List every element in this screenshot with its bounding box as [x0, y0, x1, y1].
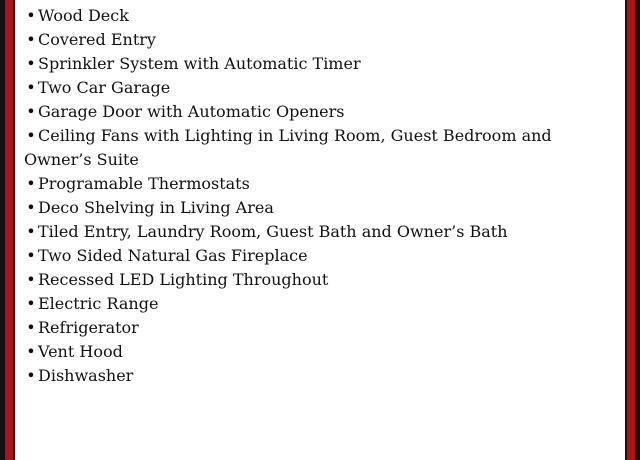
feature-text: Programable Thermostats [38, 174, 250, 193]
right-border-red [627, 0, 635, 460]
feature-text: Wood Deck [38, 6, 129, 25]
list-item [24, 76, 620, 100]
left-border-inner [13, 0, 15, 460]
feature-text: Ceiling Fans with Lighting in Living Room, Guest Bedroom and Owner’s Suite [24, 126, 552, 169]
right-border-outer [635, 0, 640, 460]
list-item [24, 52, 620, 76]
list-item [24, 292, 620, 316]
list-item [24, 364, 620, 388]
feature-text: Covered Entry [38, 30, 156, 49]
list-item [24, 244, 620, 268]
list-item [24, 220, 620, 244]
list-item [24, 196, 620, 220]
bullet: • [26, 30, 36, 49]
bullet: • [26, 174, 36, 193]
feature-text: Recessed LED Lighting Throughout [38, 270, 329, 289]
list-item [24, 28, 620, 52]
bullet: • [26, 102, 36, 121]
bullet: • [26, 294, 36, 313]
list-item [24, 268, 620, 292]
bullet: • [26, 342, 36, 361]
list-item [24, 316, 620, 340]
bullet: • [26, 54, 36, 73]
left-border-red [5, 0, 13, 460]
bullet: • [26, 222, 36, 241]
bullet: • [26, 6, 36, 25]
feature-text: Dishwasher [38, 366, 134, 385]
list-item [24, 124, 620, 172]
bullet: • [26, 246, 36, 265]
feature-text: Deco Shelving in Living Area [38, 198, 274, 217]
feature-text: Refrigerator [38, 318, 139, 337]
feature-text: Tiled Entry, Laundry Room, Guest Bath and Owner’s Bath [38, 222, 508, 241]
list-item [24, 4, 620, 28]
feature-text: Electric Range [38, 294, 159, 313]
features-content [24, 4, 620, 388]
features-list [24, 4, 620, 388]
feature-text: Vent Hood [38, 342, 123, 361]
bullet: • [26, 126, 36, 145]
feature-text: Two Sided Natural Gas Fireplace [38, 246, 308, 265]
feature-text: Sprinkler System with Automatic Timer [38, 54, 361, 73]
feature-text: Two Car Garage [38, 78, 171, 97]
feature-text: Garage Door with Automatic Openers [38, 102, 345, 121]
bullet: • [26, 198, 36, 217]
bullet: • [26, 78, 36, 97]
list-item [24, 340, 620, 364]
list-item [24, 100, 620, 124]
bullet: • [26, 318, 36, 337]
bullet: • [26, 270, 36, 289]
bullet: • [26, 366, 36, 385]
list-item [24, 172, 620, 196]
